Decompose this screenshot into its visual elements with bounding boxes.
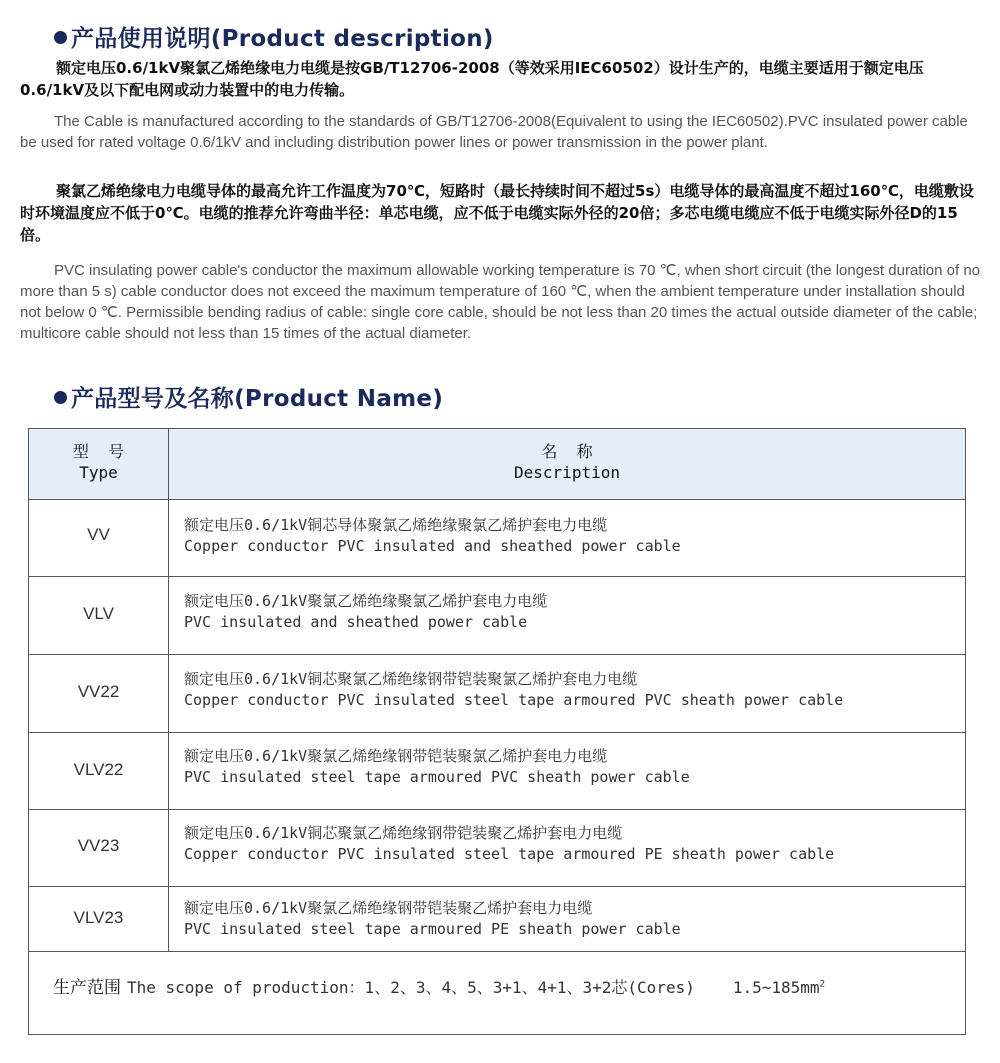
table-row xyxy=(29,810,965,887)
header-type: 型 号 Type xyxy=(72,442,125,482)
table-row xyxy=(29,733,965,810)
bullet-icon xyxy=(54,31,67,44)
section-heading-product-name: 产品型号及名称(Product Name) xyxy=(54,380,443,413)
description-cell: 额定电压0.6/1kV铜芯聚氯乙烯绝缘钢带铠装聚乙烯护套电力电缆 Copper conductor PVC insulated steel tape armoured PE sheath power cable xyxy=(184,824,835,863)
type-cell: VV23 xyxy=(77,836,120,855)
description-paragraph-1-cn: 额定电压0.6/1kV聚氯乙烯绝缘电力电缆是按GB/T12706-2008（等效采用IEC60502）设计生产的，电缆主要适用于额定电压0.6/1kV及以下配电网或动力装置中的电力传输。 xyxy=(20,59,924,99)
table-row xyxy=(29,887,965,952)
description-cell: 额定电压0.6/1kV聚氯乙烯绝缘聚氯乙烯护套电力电缆 PVC insulated and sheathed power cable xyxy=(184,592,548,631)
table-row xyxy=(29,500,965,577)
production-scope-text: The scope of production：1、2、3、4、5、3+1、4+1、3+2芯(Cores) xyxy=(127,978,695,997)
description-paragraph-2-cn: 聚氯乙烯绝缘电力电缆导体的最高允许工作温度为70℃，短路时（最长持续时间不超过5s）电缆导体的最高温度不超过160℃，电缆敷设时环境温度应不低于0℃。电缆的推荐允许弯曲半径：单芯电缆，应不低于电缆实际外径的20倍；多芯电缆电缆应不低于电缆实际外径D的15倍。 xyxy=(20,182,974,244)
type-cell: VLV xyxy=(83,604,114,623)
description-cell: 额定电压0.6/1kV聚氯乙烯绝缘钢带铠装聚氯乙烯护套电力电缆 PVC insulated steel tape armoured PVC sheath power cable xyxy=(184,747,690,786)
table-header-row xyxy=(29,429,965,500)
production-scope-range: $1.5\sim 185mm^2$ xyxy=(732,978,825,997)
header-description: 名 称 Description xyxy=(514,442,620,482)
table-row xyxy=(29,655,965,733)
section-heading-description: 产品使用说明(Product description) xyxy=(54,20,494,53)
production-scope-label: 生产范围 xyxy=(53,978,121,998)
product-table xyxy=(28,428,966,1035)
type-cell: VV22 xyxy=(77,682,120,701)
description-cell: 额定电压0.6/1kV聚氯乙烯绝缘钢带铠装聚乙烯护套电力电缆 PVC insulated steel tape armoured PE sheath power cable xyxy=(184,899,681,938)
description-paragraph-2-en: PVC insulating power cable's conductor the maximum allowable working temperature is 70 ℃, when short circuit (the longest duration of no more than 5 s) cable conductor does not exceed the maximum temperature of 160 ℃, when the ambient temperature under installation should not below 0 ℃. Permissible bending radius of cable: single core cable, should be not less than 20 times the actual outside diameter of the cable; multicore cable should not less than 15 times of the actual diameter. xyxy=(20,262,981,342)
table-row xyxy=(29,577,965,655)
type-cell: VLV22 xyxy=(73,760,124,779)
description-cell: 额定电压0.6/1kV铜芯聚氯乙烯绝缘钢带铠装聚氯乙烯护套电力电缆 Copper conductor PVC insulated steel tape armoured PVC sheath power cable xyxy=(184,670,844,709)
type-cell: VV xyxy=(87,525,110,544)
production-scope xyxy=(53,973,825,998)
type-cell: VLV23 xyxy=(73,908,124,927)
description-cell: 额定电压0.6/1kV铜芯导体聚氯乙烯绝缘聚氯乙烯护套电力电缆 Copper conductor PVC insulated and sheathed power cable xyxy=(184,516,681,555)
description-paragraph-1-en: The Cable is manufactured according to the standards of GB/T12706-2008(Equivalent to using the IEC60502).PVC insulated power cable be used for rated voltage 0.6/1kV and including distribution power lines or power transmission in the power plant. xyxy=(20,113,968,151)
bullet-icon xyxy=(54,391,67,404)
